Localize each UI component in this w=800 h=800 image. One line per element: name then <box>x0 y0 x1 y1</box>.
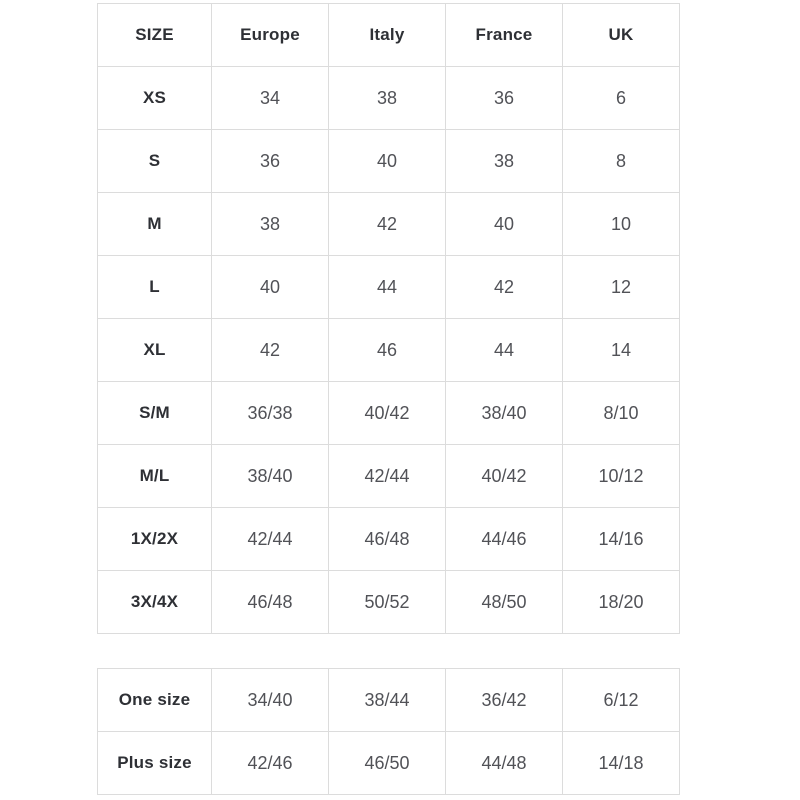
table-row <box>98 130 680 193</box>
value-cell: 42/44 <box>329 445 446 508</box>
size-label: M <box>98 193 212 256</box>
value-cell: 34/40 <box>212 669 329 732</box>
value-cell: 36/38 <box>212 382 329 445</box>
value-cell: 46/48 <box>212 571 329 634</box>
value-cell: 46 <box>329 319 446 382</box>
size-label: S/M <box>98 382 212 445</box>
value-cell: 12 <box>563 256 680 319</box>
value-cell: 38 <box>329 67 446 130</box>
value-cell: 42/46 <box>212 732 329 795</box>
column-header-france: France <box>446 4 563 67</box>
table-row <box>98 732 680 795</box>
table-row <box>98 382 680 445</box>
value-cell: 46/50 <box>329 732 446 795</box>
value-cell: 42/44 <box>212 508 329 571</box>
value-cell: 38/44 <box>329 669 446 732</box>
column-header-europe: Europe <box>212 4 329 67</box>
value-cell: 18/20 <box>563 571 680 634</box>
value-cell: 8 <box>563 130 680 193</box>
value-cell: 48/50 <box>446 571 563 634</box>
table-row <box>98 67 680 130</box>
value-cell: 34 <box>212 67 329 130</box>
header-row <box>98 4 680 67</box>
size-label: XL <box>98 319 212 382</box>
value-cell: 40 <box>212 256 329 319</box>
value-cell: 44/48 <box>446 732 563 795</box>
size-label: XS <box>98 67 212 130</box>
value-cell: 38/40 <box>446 382 563 445</box>
table-row <box>98 319 680 382</box>
value-cell: 14 <box>563 319 680 382</box>
value-cell: 38 <box>212 193 329 256</box>
size-label: 1X/2X <box>98 508 212 571</box>
column-header-uk: UK <box>563 4 680 67</box>
value-cell: 14/18 <box>563 732 680 795</box>
size-label: S <box>98 130 212 193</box>
value-cell: 44/46 <box>446 508 563 571</box>
table-row <box>98 193 680 256</box>
value-cell: 36 <box>446 67 563 130</box>
value-cell: 6 <box>563 67 680 130</box>
value-cell: 10 <box>563 193 680 256</box>
value-cell: 38/40 <box>212 445 329 508</box>
size-label: Plus size <box>98 732 212 795</box>
value-cell: 42 <box>446 256 563 319</box>
value-cell: 44 <box>329 256 446 319</box>
value-cell: 44 <box>446 319 563 382</box>
value-cell: 10/12 <box>563 445 680 508</box>
table-row <box>98 669 680 732</box>
size-label: 3X/4X <box>98 571 212 634</box>
value-cell: 14/16 <box>563 508 680 571</box>
value-cell: 6/12 <box>563 669 680 732</box>
column-header-size: SIZE <box>98 4 212 67</box>
value-cell: 42 <box>212 319 329 382</box>
table-row <box>98 508 680 571</box>
value-cell: 40 <box>446 193 563 256</box>
value-cell: 8/10 <box>563 382 680 445</box>
special-size-table <box>97 668 680 795</box>
value-cell: 42 <box>329 193 446 256</box>
value-cell: 40/42 <box>329 382 446 445</box>
size-label: L <box>98 256 212 319</box>
value-cell: 38 <box>446 130 563 193</box>
value-cell: 50/52 <box>329 571 446 634</box>
size-label: M/L <box>98 445 212 508</box>
value-cell: 46/48 <box>329 508 446 571</box>
value-cell: 36 <box>212 130 329 193</box>
table-row <box>98 256 680 319</box>
value-cell: 40/42 <box>446 445 563 508</box>
table-row <box>98 571 680 634</box>
table-row <box>98 445 680 508</box>
value-cell: 36/42 <box>446 669 563 732</box>
value-cell: 40 <box>329 130 446 193</box>
column-header-italy: Italy <box>329 4 446 67</box>
size-label: One size <box>98 669 212 732</box>
main-size-table <box>97 3 680 634</box>
